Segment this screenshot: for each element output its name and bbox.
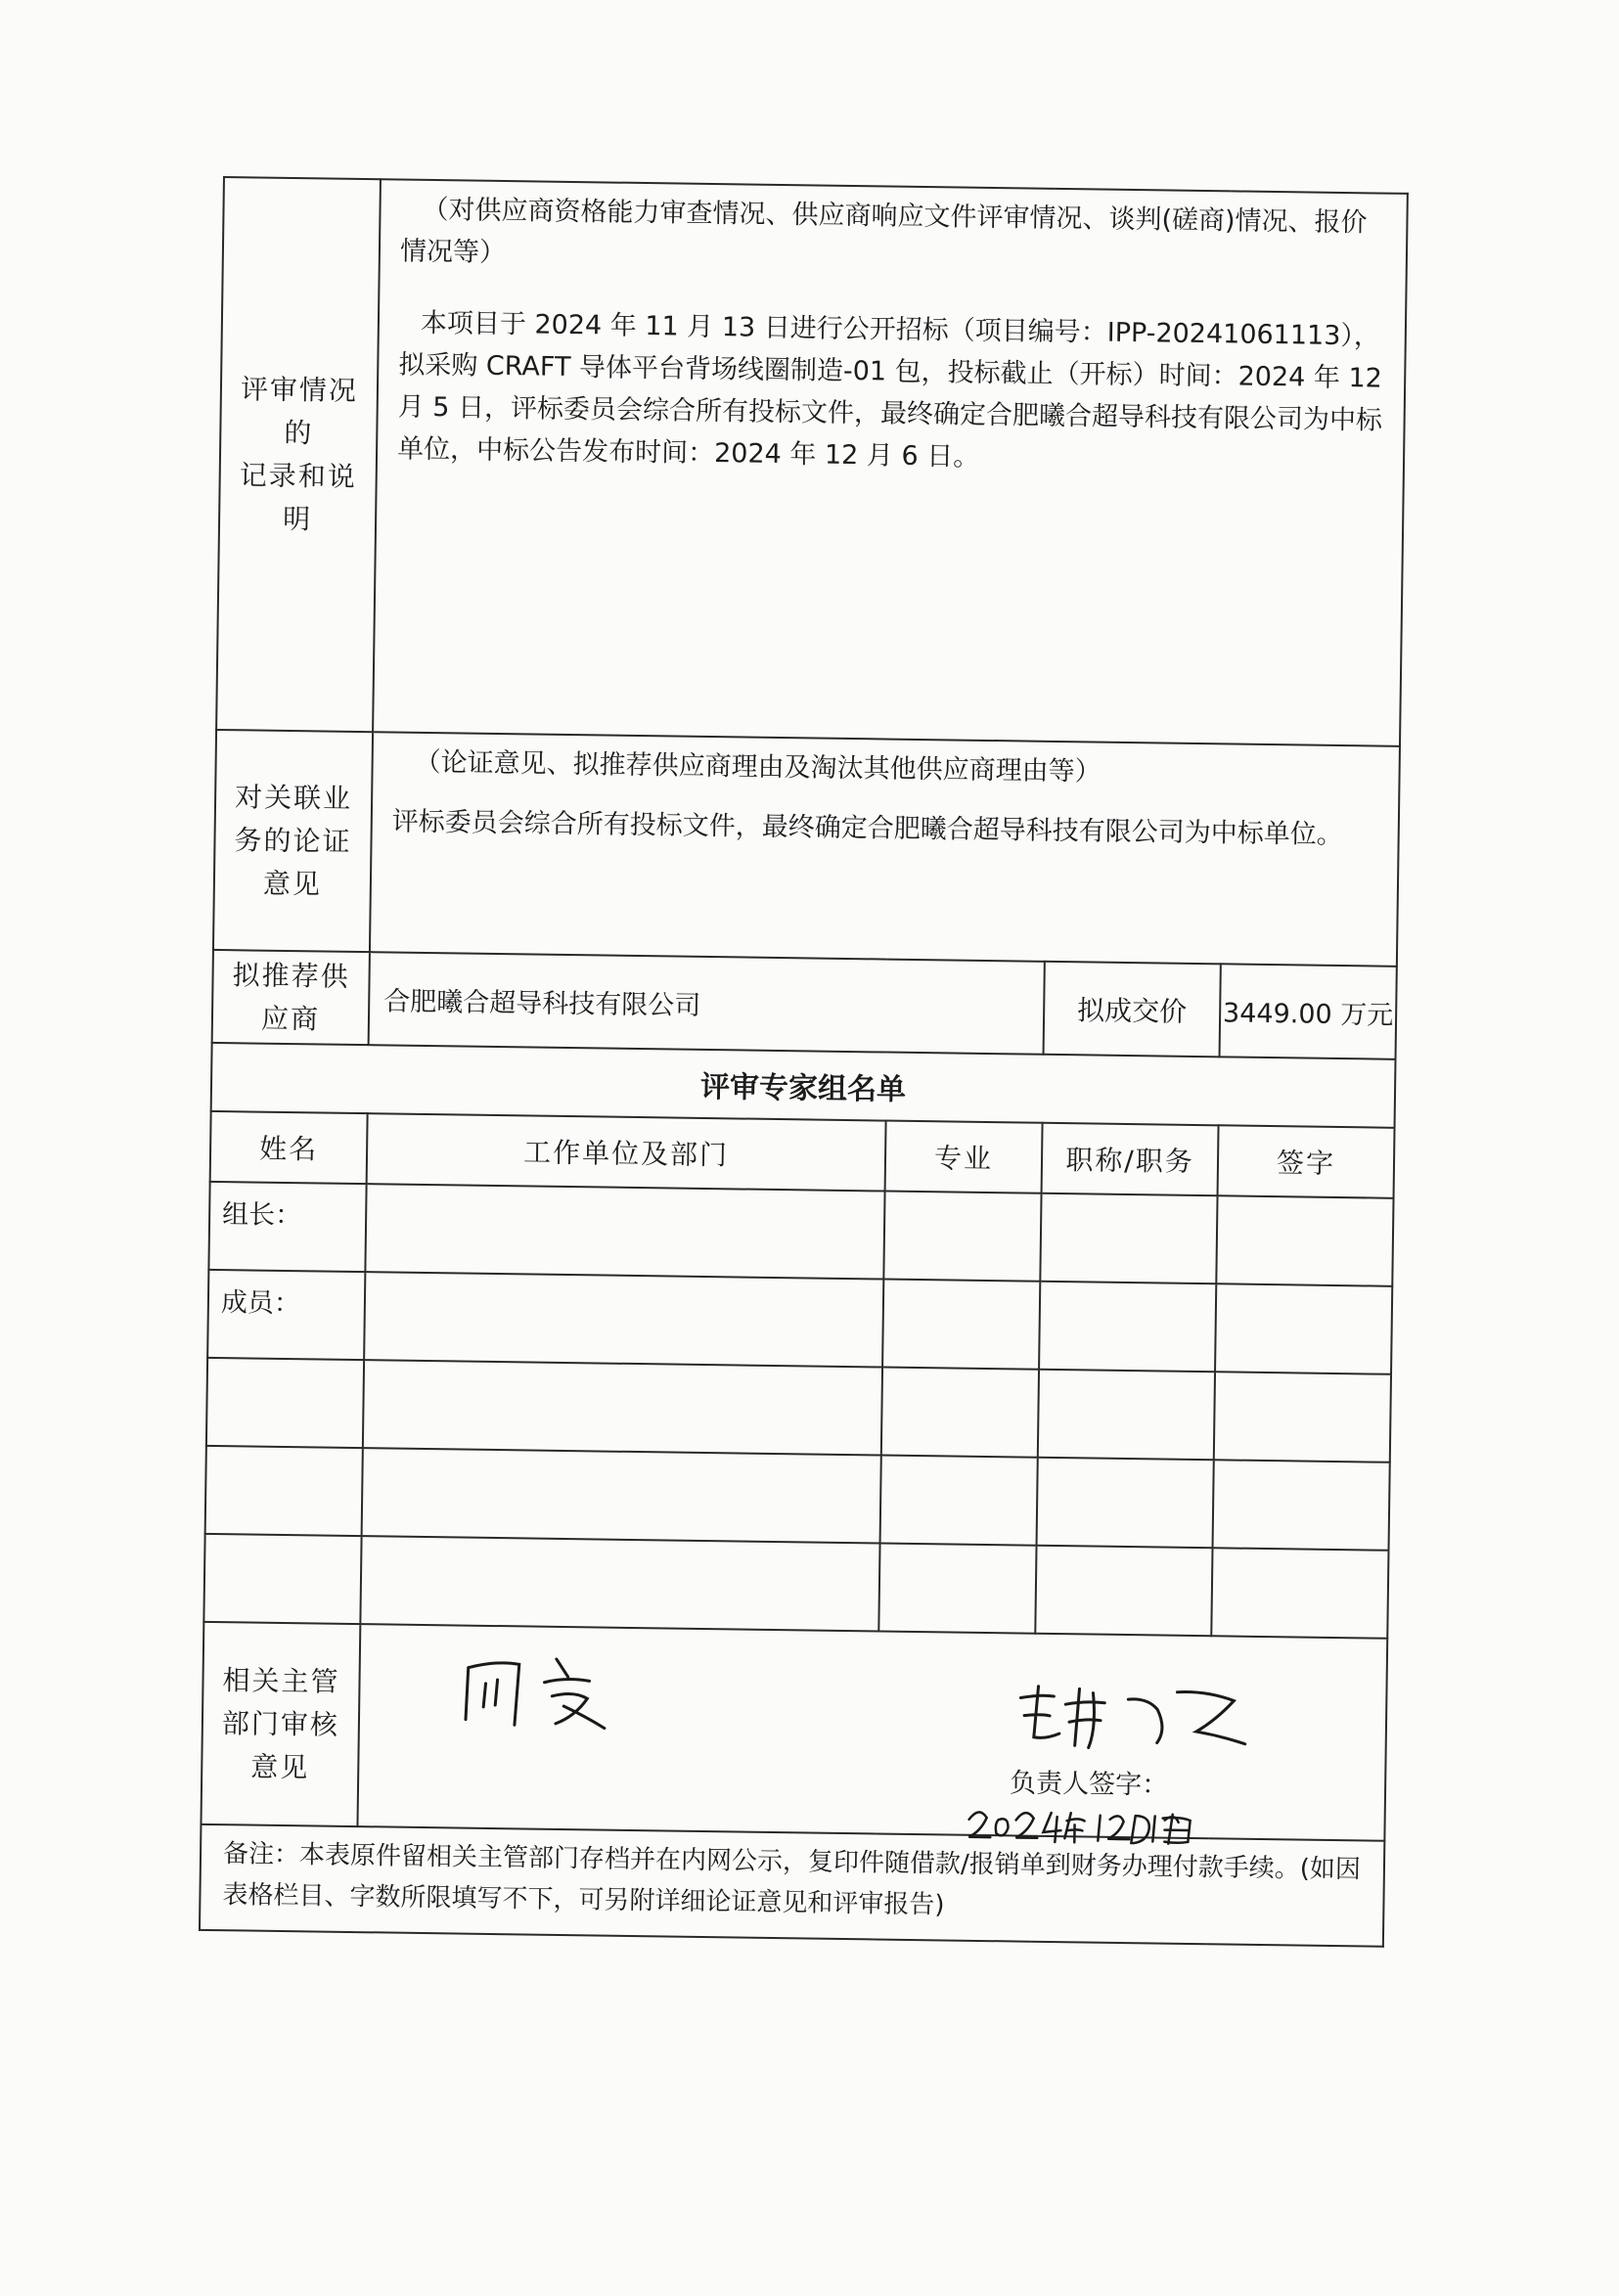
expert-cell	[365, 1184, 884, 1279]
expert-cell	[883, 1192, 1041, 1282]
expert-cell	[1214, 1372, 1391, 1463]
expert-cell	[1211, 1548, 1388, 1639]
expert-cell	[1216, 1195, 1393, 1286]
expert-cell	[1035, 1546, 1212, 1637]
approval-label: 相关主管 部门审核 意见	[201, 1622, 360, 1826]
supplier-label: 拟推荐供 应商	[212, 950, 370, 1045]
expert-row-label	[205, 1446, 363, 1536]
header-signature: 签字	[1218, 1125, 1395, 1198]
expert-cell	[1215, 1283, 1392, 1374]
expert-row-label	[203, 1534, 361, 1624]
signature-handwriting	[1011, 1668, 1256, 1759]
supplier-name: 合肥曦合超导科技有限公司	[369, 952, 1045, 1055]
argument-hint: （论证意见、拟推荐供应商理由及淘汰其他供应商理由等）	[414, 746, 1102, 788]
expert-row-label	[206, 1358, 364, 1448]
expert-row-label: 成员：	[207, 1270, 365, 1360]
expert-cell	[1213, 1460, 1390, 1551]
review-record-hint: （对供应商资格能力审查情况、供应商响应文件评审情况、谈判(磋商)情况、报价情况等）	[399, 194, 1368, 269]
date-handwriting	[963, 1798, 1198, 1850]
expert-cell	[360, 1536, 879, 1631]
expert-cell	[363, 1360, 882, 1455]
opinion-handwriting	[458, 1646, 625, 1736]
footnote: 备注：本表原件留相关主管部门存档并在内网公示，复印件随借款/报销单到财务办理付款手续。(如因表格栏目、字数所限填写不下，可另附详细论证意见和评审报告)	[200, 1824, 1384, 1947]
expert-cell	[1037, 1458, 1214, 1549]
expert-cell	[880, 1456, 1038, 1546]
review-form	[199, 176, 1407, 1948]
review-record-label: 评审情况 的 记录和说 明	[216, 177, 381, 732]
expert-cell	[882, 1280, 1040, 1370]
form-table	[199, 176, 1409, 1948]
approval-content	[357, 1624, 1387, 1841]
price-label: 拟成交价	[1044, 962, 1221, 1058]
header-name: 姓名	[210, 1111, 368, 1184]
review-record-body: 本项目于 2024 年 11 月 13 日进行公开招标（项目编号：IPP-20241061113），拟采购 CRAFT 导体平台背场线圈制造-01 包，投标截止（开标）时间：2024 年 12 月 5 日，评标委员会综合所有投标文件，最终确定合肥曦合超导科技有限公司为中标单位，中标公告发布时间：2024 年 12 月 6 日。	[396, 307, 1383, 473]
signer-label: 负责人签字：	[1009, 1768, 1169, 1801]
header-unit: 工作单位及部门	[367, 1113, 886, 1191]
expert-cell	[1038, 1370, 1215, 1461]
expert-cell	[1039, 1282, 1216, 1373]
expert-group-title: 评审专家组名单	[211, 1043, 1396, 1128]
argument-label: 对关联业 务的论证 意见	[213, 730, 373, 952]
expert-cell	[878, 1544, 1036, 1634]
header-title: 职称/职务	[1042, 1123, 1219, 1196]
expert-row-label: 组长：	[208, 1182, 366, 1272]
argument-content	[370, 732, 1400, 967]
expert-cell	[362, 1448, 881, 1543]
expert-cell	[1040, 1193, 1217, 1284]
expert-cell	[364, 1272, 883, 1367]
argument-body: 评标委员会综合所有投标文件，最终确定合肥曦合超导科技有限公司为中标单位。	[391, 806, 1343, 851]
review-record-content	[373, 179, 1408, 746]
expert-cell	[881, 1368, 1039, 1458]
header-major: 专业	[885, 1121, 1043, 1193]
price-value: 3449.00 万元	[1220, 964, 1397, 1059]
